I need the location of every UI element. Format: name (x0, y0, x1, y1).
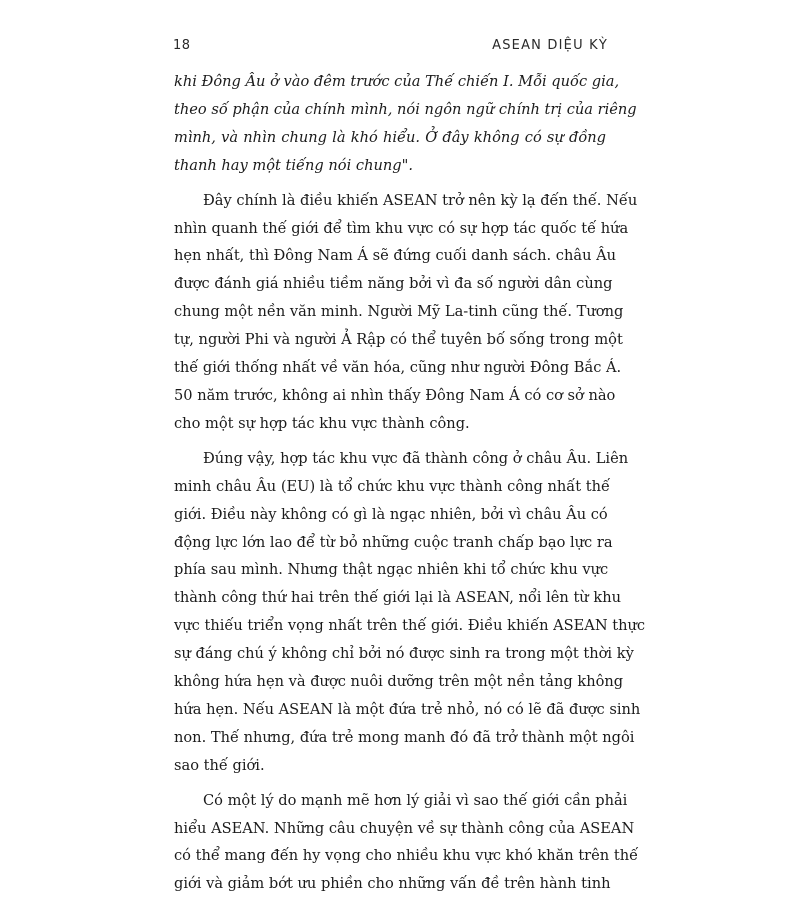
text-line: minh châu Âu (EU) là tổ chức khu vực thành công nhất thế (174, 477, 610, 495)
text-line: tự, người Phi và người Ả Rập có thể tuyên bố sống trong một (174, 331, 623, 349)
quote-line: khi Đông Âu ở vào đêm trước của Thế chiến I. Mỗi quốc gia, (174, 73, 620, 90)
body-text (174, 68, 646, 898)
text-line: hiểu ASEAN. Những câu chuyện về sự thành công của ASEAN (174, 819, 635, 837)
paragraph-gap (174, 180, 606, 187)
paragraph (174, 187, 638, 438)
text-line: thế giới thống nhất về văn hóa, cũng như người Đông Bắc Á. (174, 359, 622, 377)
text-line: giới. Điều này không có gì là ngạc nhiên, bởi vì châu Âu có (174, 505, 608, 523)
page-number: 18 (173, 38, 191, 53)
text-line: vực thiếu triển vọng nhất trên thế giới. Điều khiến ASEAN thực (174, 617, 646, 635)
paragraph-gap (174, 780, 606, 787)
text-line: 50 năm trước, không ai nhìn thấy Đông Nam Á có cơ sở nào (174, 386, 616, 404)
text-line: Có một lý do mạnh mẽ hơn lý giải vì sao thế giới cần phải (203, 791, 628, 809)
text-line: chung một nền văn minh. Người Mỹ La-tinh cũng thế. Tương (174, 303, 624, 321)
block-quote (174, 68, 637, 180)
text-line: không hứa hẹn và được nuôi dưỡng trên một nền tảng không (174, 673, 624, 691)
text-line: nhìn quanh thế giới để tìm khu vực có sự hợp tác quốc tế hứa (174, 219, 629, 237)
quote-line: mình, và nhìn chung là khó hiểu. Ở đây không có sự đồng (174, 128, 606, 146)
text-line: hứa hẹn. Nếu ASEAN là một đứa trẻ nhỏ, nó có lẽ đã được sinh (174, 700, 641, 718)
text-line: phía sau mình. Nhưng thật ngạc nhiên khi tổ chức khu vực (174, 561, 609, 579)
quote-line: theo số phận của chính mình, nói ngôn ngữ chính trị của riêng (174, 100, 637, 118)
text-line: giới và giảm bớt ưu phiền cho những vấn đề trên hành tinh (174, 875, 611, 893)
quote-line: thanh hay một tiếng nói chung". (174, 156, 413, 174)
text-line: Đây chính là điều khiến ASEAN trở nên kỳ lạ đến thế. Nếu (203, 191, 638, 209)
paragraph (174, 787, 639, 898)
page-header (173, 38, 608, 62)
paragraph (174, 445, 646, 780)
text-line: động lực lớn lao để từ bỏ những cuộc tranh chấp bạo lực ra (174, 533, 613, 551)
text-line: Đúng vậy, hợp tác khu vực đã thành công ở châu Âu. Liên (203, 449, 629, 467)
text-line: hẹn nhất, thì Đông Nam Á sẽ đứng cuối danh sách. châu Âu (174, 247, 617, 265)
text-line: thành công thứ hai trên thế giới lại là ASEAN, nổi lên từ khu (174, 589, 621, 607)
text-line: sự đáng chú ý không chỉ bởi nó được sinh ra trong một thời kỳ (174, 645, 634, 663)
running-title: ASEAN DIỆU KỲ (492, 38, 608, 53)
text-line: cho một sự hợp tác khu vực thành công. (174, 414, 470, 432)
text-line: có thể mang đến hy vọng cho nhiều khu vực khó khăn trên thế (174, 847, 639, 865)
text-line: non. Thế nhưng, đứa trẻ mong manh đó đã trở thành một ngôi (174, 728, 635, 746)
text-line: được đánh giá nhiều tiềm năng bởi vì đa số người dân cùng (174, 275, 613, 293)
paragraph-gap (174, 438, 606, 445)
text-line: sao thế giới. (174, 756, 265, 774)
